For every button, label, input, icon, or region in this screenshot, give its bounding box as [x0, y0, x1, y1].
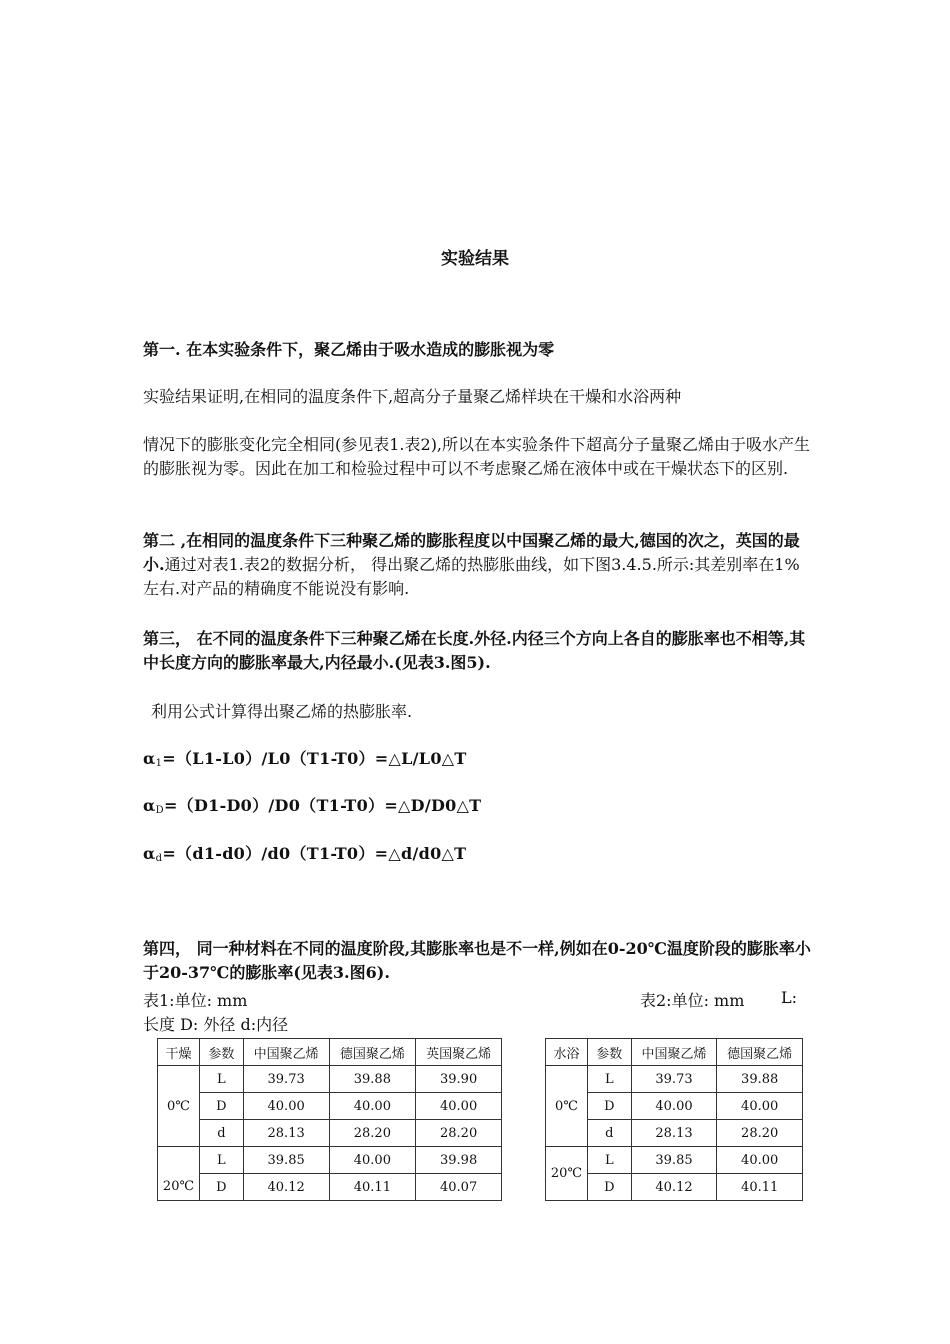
table-cell: 39.73 — [631, 1066, 717, 1093]
formula-alpha-d: $\alpha_d=(d1-d0)/d0(T1-T0)=\triangle d/d0\triangle T$ — [143, 844, 467, 864]
table-cell: 40.00 — [631, 1093, 717, 1120]
table-cell: 40.00 — [243, 1093, 329, 1120]
section-2-body: 通过对表1.表2的数据分析， 得出聚乙烯的热膨胀曲线，如下图3.4.5.所示:其差别率在1%左右.对产品的精确度不能说没有影响. — [143, 555, 800, 598]
table-cell: 28.13 — [631, 1120, 717, 1147]
section-2-paragraph — [143, 529, 813, 601]
table-cell: 40.12 — [631, 1174, 717, 1201]
table-cell: 40.00 — [329, 1093, 416, 1120]
table-cell: 39.98 — [416, 1147, 502, 1174]
table-cell: 40.11 — [717, 1174, 803, 1201]
temp-cell: 0℃ — [546, 1066, 588, 1147]
table-header-cell: 参数 — [587, 1039, 631, 1066]
section-2-heading: 第二 ,在相同的温度条件下三种聚乙烯的膨胀程度以中国聚乙烯的最大,德国的次之，英国的最小. — [143, 531, 800, 574]
section-1-heading: 第一. 在本实验条件下，聚乙烯由于吸水造成的膨胀视为零 — [143, 340, 555, 359]
table-cell: 39.73 — [243, 1066, 329, 1093]
table-cell: D — [587, 1093, 631, 1120]
table-water-bath — [545, 1038, 803, 1201]
table-cell: 39.88 — [717, 1066, 803, 1093]
table-cell: d — [199, 1120, 243, 1147]
table-cell: D — [199, 1174, 243, 1201]
table-header-cell: 德国聚乙烯 — [329, 1039, 416, 1066]
temp-cell: 20℃ — [158, 1174, 200, 1201]
table-row — [158, 1147, 502, 1174]
table-cell: 40.11 — [329, 1174, 416, 1201]
table-2-caption: 表2:单位: mm — [640, 991, 745, 1010]
legend-text: 长度 D: 外径 d:内径 — [143, 1015, 289, 1034]
table-cell: 28.13 — [243, 1120, 329, 1147]
table-cell: 40.00 — [717, 1147, 803, 1174]
table-cell: 40.00 — [329, 1147, 416, 1174]
temp-cell: 20℃ — [546, 1147, 588, 1201]
table-cell: 40.00 — [717, 1093, 803, 1120]
table-header-cell: 干燥 — [158, 1039, 200, 1066]
table-1-caption: 表1:单位: mm — [143, 991, 248, 1010]
table-header-cell: 英国聚乙烯 — [416, 1039, 502, 1066]
table-cell: 39.85 — [243, 1147, 329, 1174]
table-header-cell: 参数 — [199, 1039, 243, 1066]
formula-alpha-D: $\alpha_D=(D1-D0)/D0(T1-T0)=\triangle D/D0\triangle T$ — [143, 796, 482, 816]
table-cell: 39.85 — [631, 1147, 717, 1174]
table-cell: 39.90 — [416, 1066, 502, 1093]
table-cell: L — [587, 1066, 631, 1093]
formula-alpha-1: $\alpha_1=(L1-L0)/L0(T1-T0)=\triangle L/L0\triangle T$ — [143, 749, 467, 769]
legend-L: L: — [781, 988, 798, 1007]
table-cell: 28.20 — [329, 1120, 416, 1147]
table-cell: 40.07 — [416, 1174, 502, 1201]
table-header-cell: 中国聚乙烯 — [243, 1039, 329, 1066]
table-dry — [157, 1038, 502, 1201]
table-cell: 40.00 — [416, 1093, 502, 1120]
table-cell: D — [587, 1174, 631, 1201]
section-1-line-1: 实验结果证明,在相同的温度条件下,超高分子量聚乙烯样块在干燥和水浴两种 — [143, 387, 682, 406]
table-header-cell: 中国聚乙烯 — [631, 1039, 717, 1066]
temp-cell: 0℃ — [158, 1066, 200, 1147]
table-row — [158, 1093, 502, 1120]
temp-cell-top — [158, 1147, 200, 1174]
table-row — [546, 1066, 803, 1093]
table-cell: d — [587, 1120, 631, 1147]
table-header-cell: 德国聚乙烯 — [717, 1039, 803, 1066]
table-cell: 28.20 — [717, 1120, 803, 1147]
table-header-row — [546, 1039, 803, 1066]
table-cell: 39.88 — [329, 1066, 416, 1093]
table-cell: L — [587, 1147, 631, 1174]
table-cell: D — [199, 1093, 243, 1120]
table-row — [158, 1120, 502, 1147]
table-row — [158, 1174, 502, 1201]
table-cell: 28.20 — [416, 1120, 502, 1147]
table-header-cell: 水浴 — [546, 1039, 588, 1066]
section-3-note: 利用公式计算得出聚乙烯的热膨胀率. — [151, 702, 413, 721]
section-1-body: 情况下的膨胀变化完全相同(参见表1.表2),所以在本实验条件下超高分子量聚乙烯由于吸水产生的膨胀视为零。因此在加工和检验过程中可以不考虑聚乙烯在液体中或在干燥状态下的区别. — [143, 435, 811, 478]
table-row — [158, 1066, 502, 1093]
table-row — [546, 1147, 803, 1174]
section-4-heading: 第四， 同一种材料在不同的温度阶段,其膨胀率也是不一样,例如在0-20℃温度阶段的膨胀率小于20-37℃的膨胀率(见表3.图6). — [143, 939, 811, 982]
page-title: 实验结果 — [441, 249, 509, 269]
table-cell: 40.12 — [243, 1174, 329, 1201]
table-cell: L — [199, 1066, 243, 1093]
table-header-row — [158, 1039, 502, 1066]
table-cell: L — [199, 1147, 243, 1174]
section-3-heading: 第三， 在不同的温度条件下三种聚乙烯在长度.外径.内径三个方向上各自的膨胀率也不相等,其中长度方向的膨胀率最大,内径最小.(见表3.图5). — [143, 629, 806, 672]
